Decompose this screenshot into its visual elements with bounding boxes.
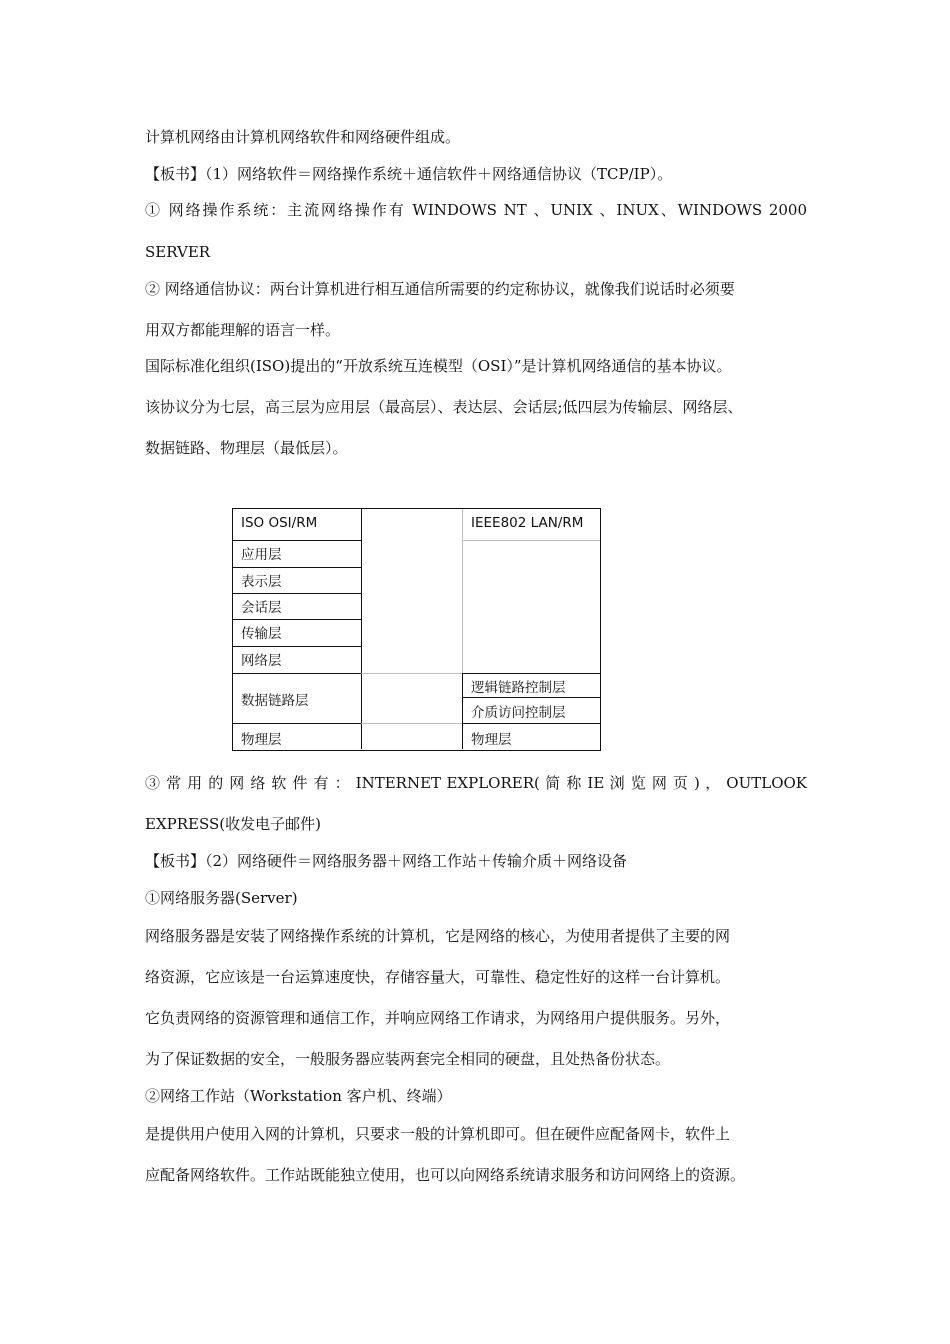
osi-header: ISO OSI/RM (241, 515, 318, 531)
paragraph-os-line2: SERVER (145, 243, 211, 261)
table-row-line (233, 646, 361, 647)
paragraph-workstation-line2: 应配备网络软件。工作站既能独立使用，也可以向网络系统请求服务和访问网络上的资源。 (145, 1166, 746, 1184)
osi-layer-transport: 传输层 (241, 626, 282, 642)
ieee-layer-llc: 逻辑链路控制层 (471, 680, 566, 696)
osi-layer-physical: 物理层 (241, 732, 282, 748)
paragraph-common-software-line1: ③ 常 用 的 网 络 软 件 有 ： INTERNET EXPLORER( 简 称 IE 浏 览 网 页 ) ， OUTLOOK (145, 774, 807, 792)
osi-layer-presentation: 表示层 (241, 574, 282, 590)
paragraph-software-heading: 【板书】（1）网络软件＝网络操作系统＋通信软件＋网络通信协议（TCP/IP）。 (145, 165, 673, 183)
table-row-line (462, 673, 600, 674)
table-column-divider (462, 673, 463, 749)
osi-layer-application: 应用层 (241, 547, 282, 563)
table-row-line (462, 723, 600, 724)
paragraph-workstation-heading: ②网络工作站（Workstation 客户机、终端） (145, 1087, 452, 1105)
paragraph-osi-line1: 国际标准化组织(ISO)提出的“开放系统互连模型（OSI）”是计算机网络通信的基本协议。 (145, 357, 732, 375)
osi-layer-session: 会话层 (241, 600, 282, 616)
ieee-layer-mac: 介质访问控制层 (471, 705, 566, 721)
table-row-line (233, 673, 361, 674)
paragraph-server-line2: 络资源，它应该是一台运算速度快，存储容量大，可靠性、稳定性好的这样一台计算机。 (145, 968, 731, 986)
paragraph-common-software-line2: EXPRESS(收发电子邮件) (145, 815, 321, 833)
table-row-line (233, 567, 361, 568)
table-row-line (361, 673, 462, 674)
paragraph-protocol-line1: ② 网络通信协议：两台计算机进行相互通信所需要的约定称协议，就像我们说话时必须要 (145, 280, 735, 298)
paragraph-workstation-line1: 是提供用户使用入网的计算机，只要求一般的计算机即可。但在硬件应配备网卡，软件上 (145, 1125, 731, 1143)
paragraph-intro: 计算机网络由计算机网络软件和网络硬件组成。 (145, 128, 461, 146)
paragraph-protocol-line2: 用双方都能理解的语言一样。 (145, 321, 341, 339)
table-column-divider (462, 509, 463, 673)
paragraph-server-line3: 它负责网络的资源管理和通信工作，并响应网络工作请求，为网络用户提供服务。另外， (145, 1009, 731, 1027)
paragraph-osi-line3: 数据链路、物理层（最低层）。 (145, 439, 348, 457)
table-row-line (233, 540, 361, 541)
table-row-line (361, 723, 462, 724)
table-row-line (462, 697, 600, 698)
ieee-header: IEEE802 LAN/RM (471, 515, 584, 531)
paragraph-server-line1: 网络服务器是安装了网络操作系统的计算机，它是网络的核心，为使用者提供了主要的网 (145, 927, 731, 945)
layer-comparison-table (232, 508, 601, 751)
paragraph-osi-line2: 该协议分为七层，高三层为应用层（最高层）、表达层、会话层;低四层为传输层、网络层、 (145, 398, 743, 416)
ieee-layer-physical: 物理层 (471, 732, 512, 748)
paragraph-server-heading: ①网络服务器(Server) (145, 889, 298, 907)
paragraph-hardware-heading: 【板书】（2）网络硬件＝网络服务器＋网络工作站＋传输介质＋网络设备 (145, 852, 628, 870)
table-row-line (462, 540, 600, 541)
paragraph-server-line4: 为了保证数据的安全，一般服务器应装两套完全相同的硬盘，且处热备份状态。 (145, 1050, 671, 1068)
table-row-line (233, 593, 361, 594)
paragraph-os-line1: ① 网络操作系统：主流网络操作有 WINDOWS NT 、UNIX 、INUX、WINDOWS 2000 (145, 201, 807, 219)
osi-layer-datalink: 数据链路层 (241, 693, 309, 709)
osi-layer-network: 网络层 (241, 653, 282, 669)
table-row-line (233, 723, 361, 724)
table-column-divider (361, 509, 362, 749)
table-row-line (233, 619, 361, 620)
